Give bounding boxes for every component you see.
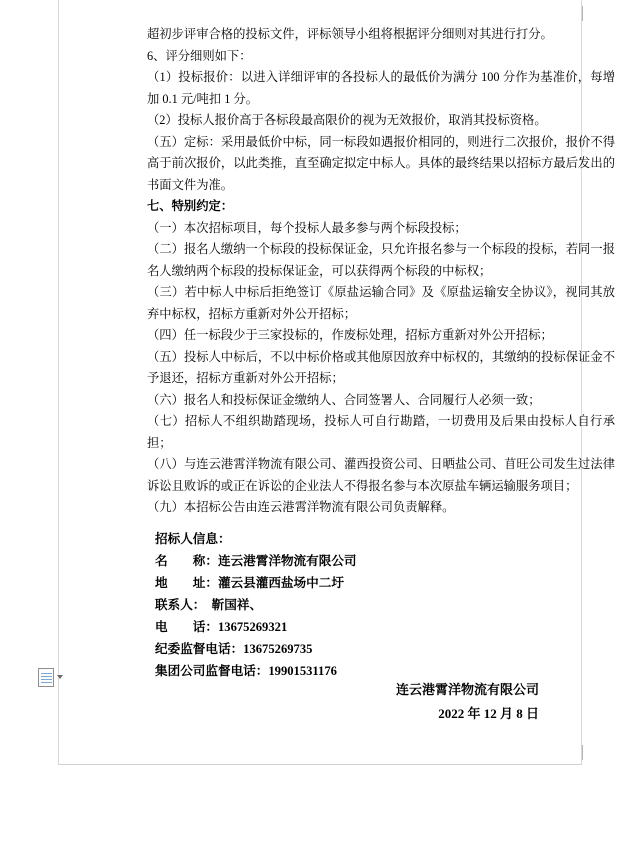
paragraph: 超初步评审合格的投标文件，评标领导小组将根据评分细则对其进行打分。 bbox=[147, 27, 553, 41]
bidder-contact-block bbox=[155, 528, 575, 638]
paragraph: （五）定标：采用最低价中标，同一标段如遇报价相同的，则进行二次报价，报价不得高于前次报价，以此类推，直至确定拟定中标人。具体的最终结果以招标方最后发出的书面文件为准。 bbox=[147, 134, 615, 192]
contact-block-title: 招标人信息： bbox=[155, 532, 231, 546]
floating-object-anchor[interactable] bbox=[38, 666, 66, 688]
contact-phone-row: 电 话：13675269321 bbox=[155, 620, 288, 634]
paragraph: （六）报名人和投标保证金缴纳人、合同签署人、合同履行人必须一致； bbox=[147, 392, 541, 407]
signature-block bbox=[396, 678, 539, 726]
page-sheet bbox=[58, 0, 615, 765]
supervision-phone-block bbox=[155, 638, 575, 682]
paragraph: （四）任一标段少于三家投标的，作废标处理，招标方重新对外公开招标； bbox=[147, 328, 553, 342]
group-supervision-phone: 集团公司监督电话：19901531176 bbox=[155, 664, 337, 678]
section-heading: 七、特别约定： bbox=[147, 199, 234, 213]
paragraph: （九）本招标公告由连云港霄洋物流有限公司负责解释。 bbox=[147, 500, 455, 514]
contact-name-row: 名 称：连云港霄洋物流有限公司 bbox=[155, 554, 357, 568]
contact-person-row: 联系人： 靳国祥、 bbox=[155, 598, 263, 612]
chevron-down-icon[interactable] bbox=[57, 675, 63, 679]
paragraph: （2）投标人报价高于各标段最高限价的视为无效报价，取消其投标资格。 bbox=[147, 113, 547, 127]
discipline-supervision-phone: 纪委监督电话：13675269735 bbox=[155, 642, 313, 656]
paragraph: （五）投标人中标后，不以中标价格或其他原因放弃中标权的，其缴纳的投标保证金不予退还，招标方重新对外公开招标； bbox=[147, 349, 615, 385]
paragraph: （八）与连云港霄洋物流有限公司、灌西投资公司、日晒盐公司、苜旺公司发生过法律诉讼且败诉的或正在诉讼的企业法人不得报名参与本次原盐车辆运输服务项目； bbox=[147, 457, 615, 493]
paragraph: （二）报名人缴纳一个标段的投标保证金，只允许报名参与一个标段的投标，若同一报名人缴纳两个标段的投标保证金，可以获得两个标段的中标权； bbox=[147, 242, 615, 278]
paragraph: 6、评分细则如下： bbox=[147, 48, 252, 63]
signature-company: 连云港霄洋物流有限公司 bbox=[395, 682, 539, 697]
signature-date: 2022 年 12 月 8 日 bbox=[438, 706, 539, 721]
paragraph: （1）投标报价：以进入详细评审的各投标人的最低价为满分 100 分作为基准价，每增加 0.1 元/吨扣 1 分。 bbox=[147, 70, 615, 106]
paragraph: （三）若中标人中标后拒绝签订《原盐运输合同》及《原盐运输安全协议》，视同其放弃中标权，招标方重新对外公开招标； bbox=[147, 285, 615, 321]
contact-address-row: 地 址：灌云县灌西盐场中二圩 bbox=[155, 576, 344, 590]
paragraph: （七）招标人不组织勘踏现场，投标人可自行勘踏，一切费用及后果由投标人自行承担； bbox=[147, 414, 615, 450]
document-text-body bbox=[147, 24, 615, 519]
paragraph: （一）本次招标项目，每个投标人最多参与两个标段投标； bbox=[147, 220, 467, 235]
document-object-icon[interactable] bbox=[38, 668, 54, 687]
